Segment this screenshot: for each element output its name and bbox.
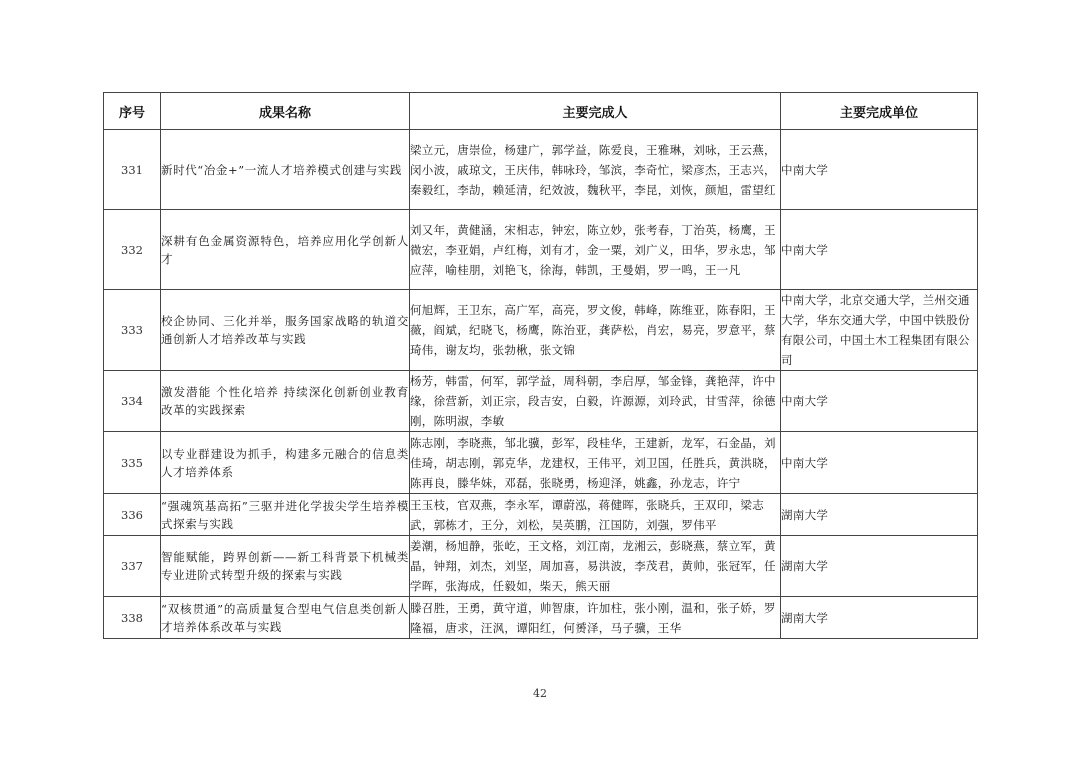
row-achievement-name: 以专业群建设为抓手，构建多元融合的信息类人才培养体系 (161, 432, 410, 494)
row-units: 中南大学 (781, 210, 978, 290)
row-contributors: 何旭辉，王卫东，高广军，高亮，罗文俊，韩峰，陈维亚，陈春阳，王薇，阎斌，纪晓飞，杨鹰，陈治亚，龚萨松，肖宏，易亮，罗意平，蔡琦伟，谢友均，张勃楸，张文锦 (410, 290, 781, 371)
row-serial-number: 331 (104, 130, 161, 210)
row-serial-number: 337 (104, 536, 161, 597)
header-serial-number: 序号 (104, 93, 161, 130)
row-contributors: 王玉枝，官双燕，李永军，谭蔚泓，蒋健晖，张晓兵，王双印，梁志武，郭栋才，王分，刘松，吴英鹏，江国防，刘强，罗伟平 (410, 494, 781, 536)
row-contributors: 陈志刚，李晓燕，邹北骥，彭军，段桂华，王建新，龙军，石金晶，刘佳琦，胡志刚，郭克华，龙建权，王伟平，刘卫国，任胜兵，黄洪晓，陈再良，滕华妹，邓磊，张晓勇，杨迎泽，姚鑫，孙龙志，许宁 (410, 432, 781, 494)
table-row (104, 597, 978, 639)
row-units: 湖南大学 (781, 597, 978, 639)
table-row (104, 432, 978, 494)
table-header-row (104, 93, 978, 130)
row-achievement-name: 深耕有色金属资源特色，培养应用化学创新人才 (161, 210, 410, 290)
row-achievement-name: “强魂筑基高拓”三驱并进化学拔尖学生培养模式探索与实践 (161, 494, 410, 536)
row-units: 湖南大学 (781, 494, 978, 536)
table-row (104, 371, 978, 432)
header-achievement-name: 成果名称 (161, 93, 410, 130)
row-serial-number: 336 (104, 494, 161, 536)
row-contributors: 刘又年，黄健涵，宋相志，钟宏，陈立妙，张考春，丁治英，杨鹰，王微宏，李亚娟，卢红梅，刘有才，金一粟，刘广义，田华，罗永忠，邹应萍，喻桂朋，刘艳飞，徐海，韩凯，王曼娟，罗一鸣，王一凡 (410, 210, 781, 290)
row-achievement-name: 激发潜能 个性化培养 持续深化创新创业教育改革的实践探索 (161, 371, 410, 432)
row-units: 中南大学 (781, 371, 978, 432)
row-units: 湖南大学 (781, 536, 978, 597)
row-achievement-name: 校企协同、三化并举，服务国家战略的轨道交通创新人才培养改革与实践 (161, 290, 410, 371)
row-serial-number: 332 (104, 210, 161, 290)
row-contributors: 梁立元，唐崇俭，杨建广，郭学益，陈爱良，王雅琳，刘咏，王云燕，闵小波，戚琼文，王庆伟，韩咏玲，邹滨，李奇忙，梁彦杰，王志兴，秦毅红，李劼，赖延清，纪效波，魏秋平，李昆，刘恢，颜旭，雷望红 (410, 130, 781, 210)
row-serial-number: 333 (104, 290, 161, 371)
table-row (104, 130, 978, 210)
row-serial-number: 338 (104, 597, 161, 639)
row-serial-number: 334 (104, 371, 161, 432)
row-serial-number: 335 (104, 432, 161, 494)
row-units: 中南大学，北京交通大学，兰州交通大学，华东交通大学，中国中铁股份有限公司，中国土木工程集团有限公司 (781, 290, 978, 371)
row-achievement-name: 智能赋能，跨界创新——新工科背景下机械类专业进阶式转型升级的探索与实践 (161, 536, 410, 597)
row-contributors: 滕召胜，王勇，黄守道，帅智康，许加柱，张小刚，温和，张子娇，罗隆福，唐求，汪沨，谭阳红，何赟泽，马子骥，王华 (410, 597, 781, 639)
row-achievement-name: 新时代“冶金+”一流人才培养模式创建与实践 (161, 130, 410, 210)
row-contributors: 姜潮，杨旭静，张屹，王文格，刘江南，龙湘云，彭晓燕，蔡立军，黄晶，钟翔，刘杰，刘坚，周加喜，易洪波，李茂君，黄帅，张冠军，任学晖，张海成，任毅如，柴天，熊天丽 (410, 536, 781, 597)
row-contributors: 杨芳，韩雷，何军，郭学益，周科朝，李启厚，邹金锋，龚艳萍，许中缘，徐营新，刘正宗，段吉安，白毅，许源源，刘玲武，甘雪萍，徐德刚，陈明淑，李敏 (410, 371, 781, 432)
header-main-units: 主要完成单位 (781, 93, 978, 130)
row-achievement-name: “双核贯通”的高质量复合型电气信息类创新人才培养体系改革与实践 (161, 597, 410, 639)
page-number: 42 (533, 687, 547, 700)
row-units: 中南大学 (781, 130, 978, 210)
header-main-contributors: 主要完成人 (410, 93, 781, 130)
table-row (104, 494, 978, 536)
table-row (104, 290, 978, 371)
table-row (104, 210, 978, 290)
row-units: 中南大学 (781, 432, 978, 494)
table-row (104, 536, 978, 597)
awards-table (103, 92, 978, 639)
